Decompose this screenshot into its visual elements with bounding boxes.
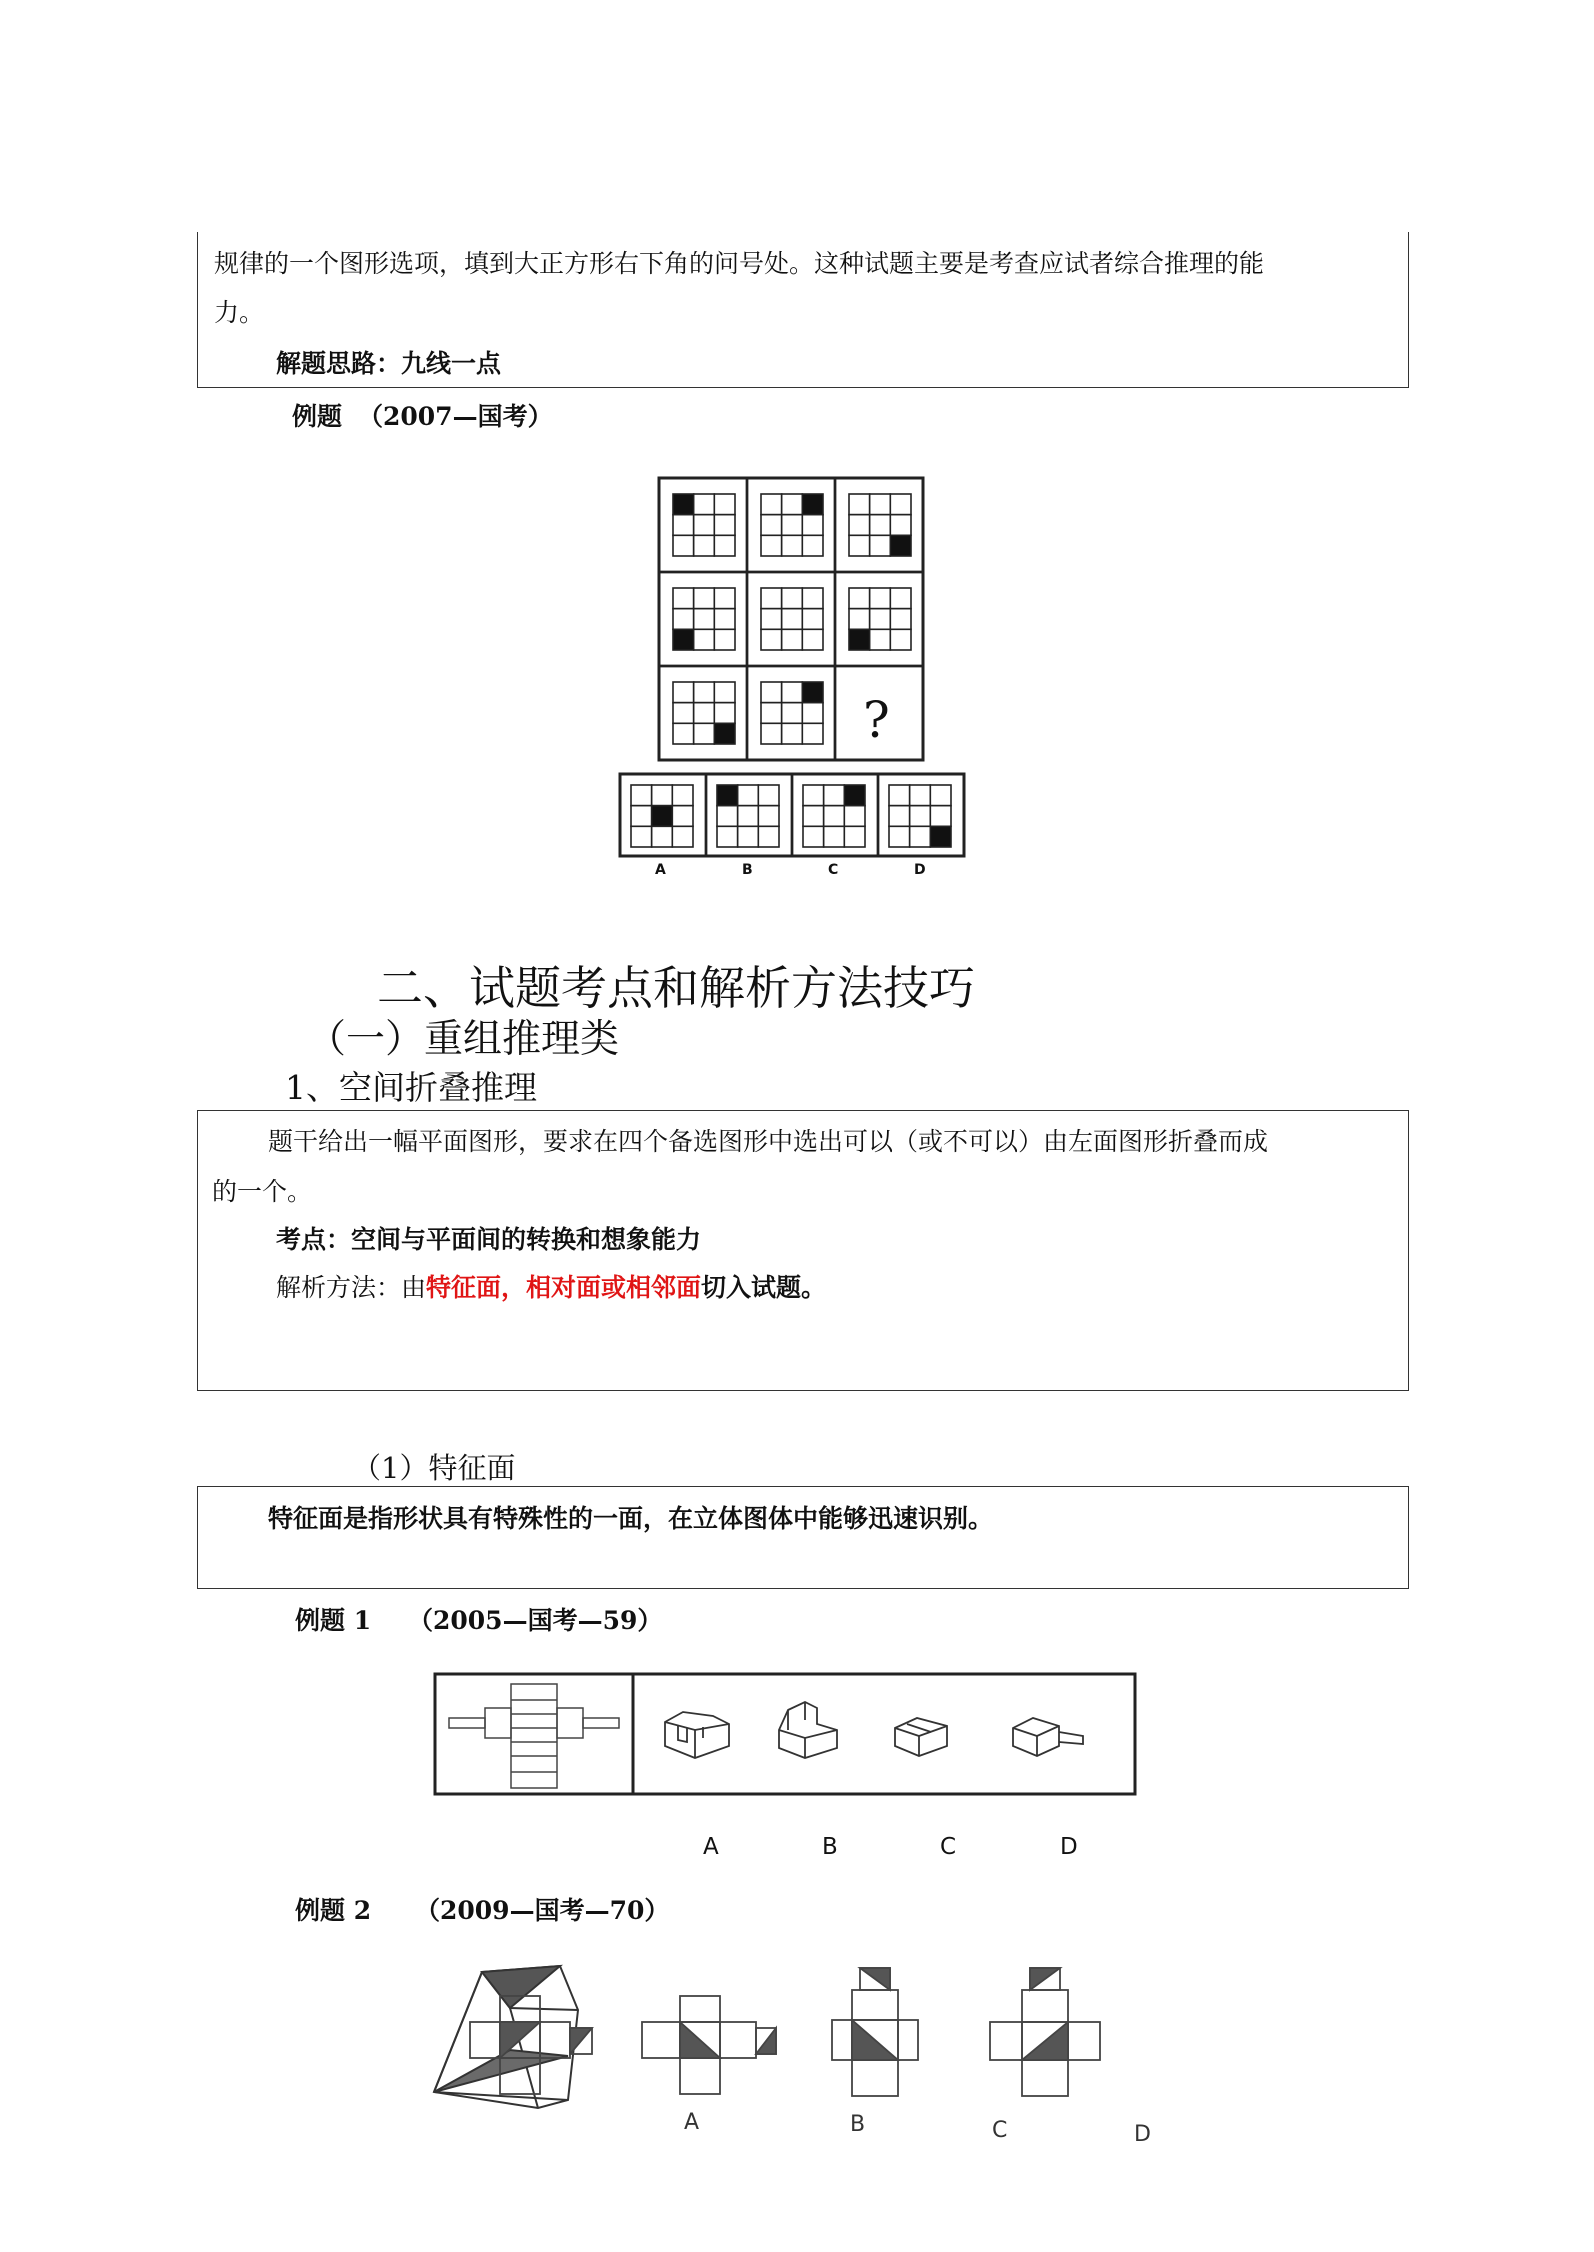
net-figure	[449, 1684, 619, 1788]
example-2-label-b: B	[850, 2112, 866, 2137]
example-1-figure	[433, 1672, 1153, 1812]
method-prefix: 解析方法：由	[276, 1273, 427, 1302]
matrix-grid	[673, 682, 735, 744]
example-1-label-a: A	[703, 1834, 719, 1860]
net-option-b	[642, 1996, 776, 2094]
intro-line-1: 规律的一个图形选项，填到大正方形右下角的问号处。这种试题主要是考查应试者综合推理的能	[214, 249, 1265, 278]
option-label-b: B	[742, 862, 753, 878]
net-option-d	[990, 1968, 1100, 2096]
example-2-label-d: D	[1134, 2122, 1151, 2147]
net-option-c	[832, 1968, 918, 2096]
question-mark: ?	[863, 691, 890, 749]
folding-desc-line-1: 题干给出一幅平面图形，要求在四个备选图形中选出可以（或不可以）由左面图形折叠而成	[268, 1127, 1269, 1156]
option-grid	[889, 785, 951, 847]
method-text	[276, 1271, 826, 1305]
example-2-label: 例题 2	[295, 1896, 372, 1925]
option-grid	[717, 785, 779, 847]
topic-title: 1、空间折叠推理	[285, 1068, 537, 1107]
option-label-d: D	[914, 862, 926, 878]
matrix-grid	[849, 588, 911, 650]
example-2-label-c: C	[992, 2118, 1008, 2143]
matrix-grid	[673, 494, 735, 556]
option-label-c: C	[828, 862, 839, 878]
example-0-label: 例题	[292, 402, 343, 431]
matrix-grid	[761, 682, 823, 744]
feature-text: 特征面是指形状具有特殊性的一面，在立体图体中能够迅速识别。	[268, 1504, 994, 1533]
method-suffix: 切入试题。	[701, 1273, 827, 1302]
subsection-title: （一）重组推理类	[307, 1017, 620, 1062]
matrix-grid	[761, 588, 823, 650]
intro-line-2: 力。	[214, 298, 265, 327]
option-label-a: A	[655, 862, 666, 878]
example-1-label-d: D	[1060, 1834, 1078, 1860]
matrix-grid	[761, 494, 823, 556]
example-1-label: 例题 1	[295, 1606, 372, 1635]
option-c-solid	[895, 1718, 947, 1756]
option-grid	[803, 785, 865, 847]
example-1-source: （2005—国考—59）	[408, 1606, 663, 1635]
matrix-grid	[673, 588, 735, 650]
option-b-solid	[779, 1702, 837, 1758]
example-2-source: （2009—国考—70）	[415, 1896, 670, 1925]
option-grid	[631, 785, 693, 847]
example-2-figure	[420, 1950, 1200, 2190]
solving-idea: 解题思路：九线一点	[276, 349, 502, 378]
example-0-source: （2007—国考）	[358, 402, 553, 431]
matrix-grid	[849, 494, 911, 556]
example-2-label-a: A	[684, 2110, 700, 2135]
example-1-label-c: C	[940, 1834, 957, 1860]
option-d-solid	[1013, 1718, 1083, 1756]
feature-title: （1）特征面	[352, 1451, 516, 1485]
section-title: 二、试题考点和解析方法技巧	[377, 961, 975, 1015]
kaodian-text: 考点：空间与平面间的转换和想象能力	[276, 1225, 702, 1254]
example-1-label-b: B	[822, 1834, 838, 1860]
method-highlight: 特征面，相对面或相邻面	[426, 1273, 702, 1302]
option-a-solid	[665, 1712, 729, 1758]
folding-desc-line-2: 的一个。	[212, 1177, 313, 1206]
